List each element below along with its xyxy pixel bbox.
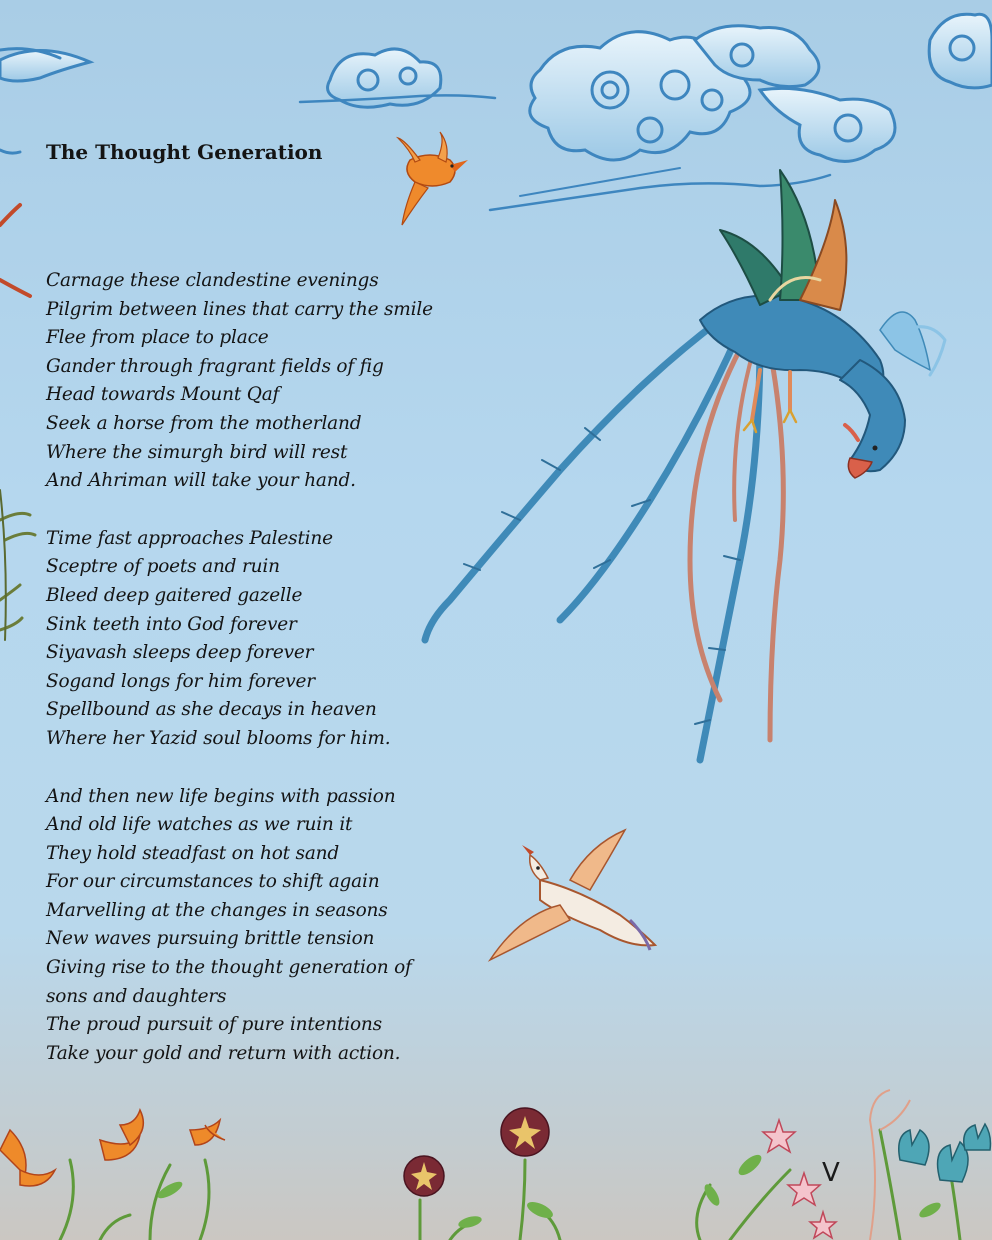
poem-line: And then new life begins with passion	[46, 785, 396, 807]
poem-line: New waves pursuing brittle tension	[46, 928, 375, 950]
poem-line: Sogand longs for him forever	[46, 670, 315, 692]
flower-border-icon	[0, 1090, 990, 1240]
poem-line: Head towards Mount Qaf	[46, 384, 280, 406]
stanza-1	[46, 267, 516, 496]
poem-line: Gander through fragrant fields of fig	[46, 355, 384, 377]
poem-line: Where her Yazid soul blooms for him.	[46, 727, 391, 749]
poem-line: Flee from place to place	[46, 327, 269, 349]
poem-line: Marvelling at the changes in seasons	[46, 899, 388, 921]
poem-block	[46, 138, 516, 1097]
poem-line: Carnage these clandestine evenings	[46, 270, 379, 291]
poem-line: And Ahriman will take your hand.	[46, 470, 356, 492]
poem-line: Pilgrim between lines that carry the smile	[46, 298, 433, 320]
poem-line: Sink teeth into God forever	[46, 613, 297, 635]
poem-line: For our circumstances to shift again	[46, 871, 380, 893]
stanza-3	[46, 783, 516, 1069]
poem-line: The proud pursuit of pure intentions	[46, 1014, 382, 1036]
poem-line: Bleed deep gaitered gazelle	[46, 584, 303, 606]
poem-line: Spellbound as she decays in heaven	[46, 699, 377, 721]
poem-line: They hold steadfast on hot sand	[46, 842, 340, 864]
left-foliage-icon	[0, 150, 35, 640]
poem-line: Time fast approaches Palestine	[46, 527, 333, 549]
poem-line: Seek a horse from the motherland	[46, 412, 362, 434]
poem-line: Giving rise to the thought generation of	[46, 957, 412, 979]
poem-line: Where the simurgh bird will rest	[46, 441, 348, 463]
poem-title: The Thought Generation	[46, 140, 323, 164]
poem-line: sons and daughters	[46, 985, 227, 1007]
poem-line: And old life watches as we ruin it	[46, 814, 353, 836]
stanza-2	[46, 525, 516, 754]
artist-signature: V	[822, 1158, 840, 1188]
poem-line: Siyavash sleeps deep forever	[46, 642, 314, 664]
poem-line: Sceptre of poets and ruin	[46, 556, 280, 578]
poem-line: Take your gold and return with action.	[46, 1042, 401, 1064]
